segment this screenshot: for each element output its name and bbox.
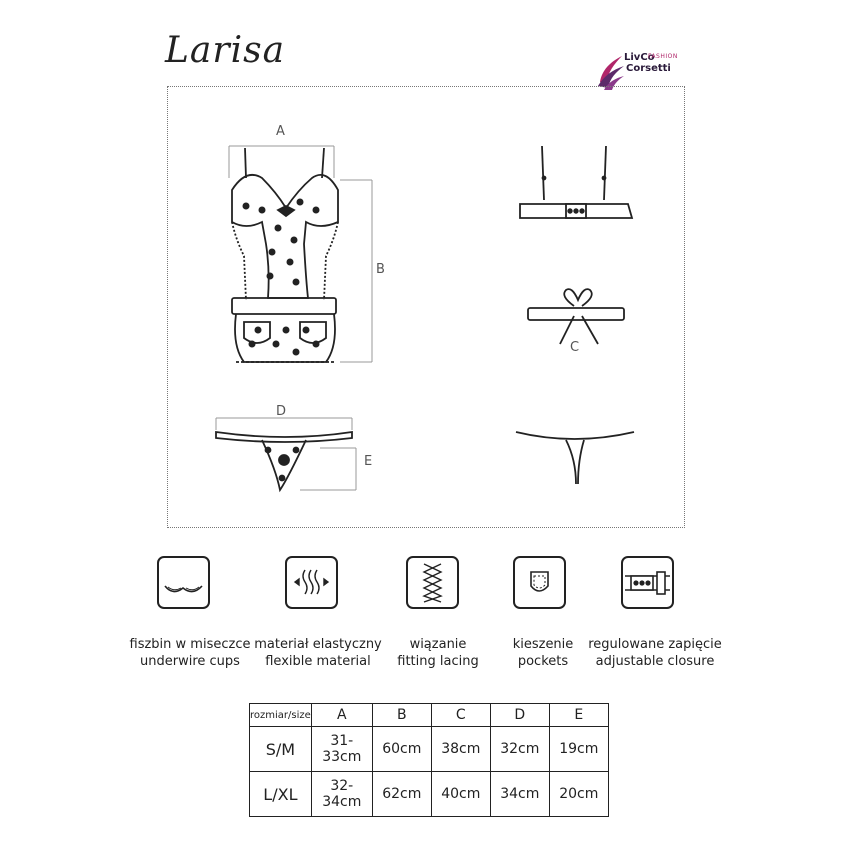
fitting-lacing-icon: [406, 556, 459, 609]
row-size-label: S/M: [250, 727, 312, 772]
flexible-material-icon: [285, 556, 338, 609]
table-cell: 34cm: [490, 772, 549, 817]
feature-label-en: pockets: [517, 654, 569, 669]
table-cell: 19cm: [549, 727, 608, 772]
column-header-b: B: [372, 704, 431, 727]
column-header-c: C: [431, 704, 490, 727]
feature-label-pl: regulowane zapięcie: [588, 637, 722, 652]
underwire-cups-icon: [157, 556, 210, 609]
table-cell: 31-33cm: [311, 727, 372, 772]
table-row: [250, 727, 609, 772]
column-header-a: A: [311, 704, 372, 727]
dimension-label-e: E: [364, 454, 373, 469]
row-size-label: L/XL: [250, 772, 312, 817]
pockets-icon: [513, 556, 566, 609]
dimension-label-c: C: [570, 340, 580, 355]
feature-closure: [575, 636, 735, 670]
table-cell: 60cm: [372, 727, 431, 772]
table-cell: 20cm: [549, 772, 608, 817]
feature-label-pl: kieszenie: [512, 637, 574, 652]
dimension-label-b: B: [376, 262, 385, 277]
table-cell: 40cm: [431, 772, 490, 817]
thong-back-drawing: [516, 432, 634, 484]
feature-label-pl: materiał elastyczny: [254, 637, 382, 652]
table-row: [250, 772, 609, 817]
feature-label-en: fitting lacing: [397, 654, 479, 669]
brand-line1: LivCo: [624, 52, 655, 63]
thong-front-drawing: [216, 432, 352, 490]
size-table-header: [250, 704, 609, 727]
waist-tie-drawing: [528, 289, 624, 344]
brand-line2: Corsetti: [626, 63, 671, 74]
feature-label-en: flexible material: [265, 654, 371, 669]
table-cell: 32-34cm: [311, 772, 372, 817]
feature-label-en: adjustable closure: [595, 654, 715, 669]
bra-back-drawing: [520, 146, 632, 218]
size-table: [249, 703, 609, 817]
product-title: Larisa: [165, 30, 286, 71]
feature-label-pl: fiszbin w miseczce: [129, 637, 251, 652]
adjustable-closure-icon: [621, 556, 674, 609]
table-cell: 62cm: [372, 772, 431, 817]
table-cell: 38cm: [431, 727, 490, 772]
dimension-label-d: D: [276, 404, 287, 419]
size-table-corner: rozmiar/size: [250, 704, 312, 727]
dimension-label-a: A: [276, 124, 285, 139]
column-header-d: D: [490, 704, 549, 727]
feature-label-en: underwire cups: [140, 654, 240, 669]
feature-label-pl: wiązanie: [409, 637, 467, 652]
column-header-e: E: [549, 704, 608, 727]
brand-tagline: FASHION: [648, 53, 678, 60]
table-cell: 32cm: [490, 727, 549, 772]
